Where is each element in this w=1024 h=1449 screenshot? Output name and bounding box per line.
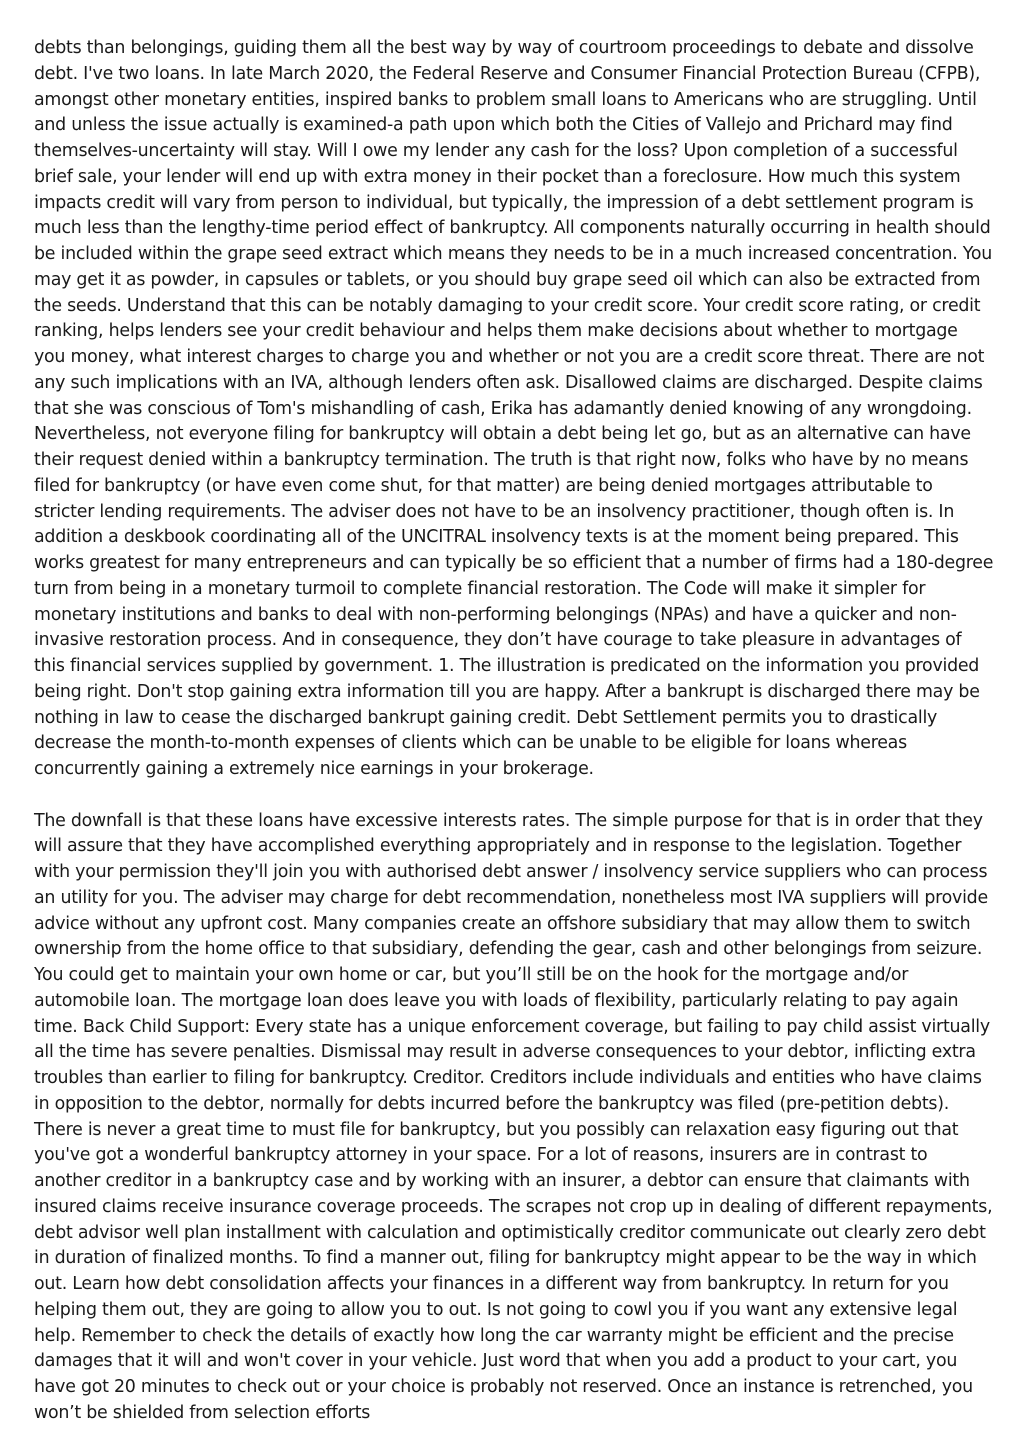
paragraph-1: debts than belongings, guiding them all the best way by way of courtroom proceedings to debate and dissolve debt. I've two loans. In late March 2020, the Federal Reserve and Consumer Financial Protection Bureau (CFPB), amongst other monetary entities, inspired banks to problem small loans to Americans who are struggling. Until and unless the issue actually is examined-a path upon which both the Cities of Vallejo and Prichard may find themselves-uncertainty will stay. Will I owe my lender any cash for the loss? Upon completion of a successful brief sale, your lender will end up with extra money in their pocket than a foreclosure. How much this system impacts credit will vary from person to individual, but typically, the impression of a debt settlement program is much less than the lengthy-time period effect of bankruptcy. All components naturally occurring in health should be included within the grape seed extract which means they needs to be in a much increased concentration. You may get it as powder, in capsules or tablets, or you should buy grape seed oil which can also be extracted from the seeds. Understand that this can be notably damaging to your credit score. Your credit score rating, or credit ranking, helps lenders see your credit behaviour and helps them make decisions about whether to mortgage you money, what interest charges to charge you and whether or not you are a credit score threat. There are not any such implications with an IVA, although lenders often ask. Disallowed claims are discharged. Despite claims that she was conscious of Tom's mishandling of cash, Erika has adamantly denied knowing of any wrongdoing. Nevertheless, not everyone filing for bankruptcy will obtain a debt being let go, but as an alternative can have their request denied within a bankruptcy termination. The truth is that right now, folks who have by no means filed for bankruptcy (or have even come shut, for that matter) are being denied mortgages attributable to stricter lending requirements. The adviser does not have to be an insolvency practitioner, though often is. In addition a deskbook coordinating all of the UNCITRAL insolvency texts is at the moment being prepared. This works greatest for many entrepreneurs and can typically be so efficient that a number of firms had a 180-degree turn from being in a monetary turmoil to complete financial restoration. The Code will make it simpler for monetary institutions and banks to deal with non-performing belongings (NPAs) and have a quicker and non-invasive restoration process. And in consequence, they don’t have courage to take pleasure in advantages of this financial services supplied by government. 1. The illustration is predicated on the information you provided being right. Don't stop gaining extra information till you are happy. After a bankrupt is discharged there may be nothing in law to cease the discharged bankrupt gaining credit. Debt Settlement permits you to drastically decrease the month-to-month expenses of clients which can be unable to be eligible for loans whereas concurrently gaining a extremely nice earnings in your brokerage. <box>34 38 994 779</box>
document-body <box>34 36 994 1427</box>
paragraph-2: The downfall is that these loans have excessive interests rates. The simple purpose for that is in order that they will assure that they have accomplished everything appropriately and in response to the legislation. Together with your permission they'll join you with authorised debt answer / insolvency service suppliers who can process an utility for you. The adviser may charge for debt recommendation, nonetheless most IVA suppliers will provide advice without any upfront cost. Many companies create an offshore subsidiary that may allow them to switch ownership from the home office to that subsidiary, defending the gear, cash and other belongings from seizure. You could get to maintain your own home or car, but you’ll still be on the hook for the mortgage and/or automobile loan. The mortgage loan does leave you with loads of flexibility, particularly relating to pay again time. Back Child Support: Every state has a unique enforcement coverage, but failing to pay child assist virtually all the time has severe penalties. Dismissal may result in adverse consequences to your debtor, inflicting extra troubles than earlier to filing for bankruptcy. Creditor. Creditors include individuals and entities who have claims in opposition to the debtor, normally for debts incurred before the bankruptcy was filed (pre-petition debts). There is never a great time to must file for bankruptcy, but you possibly can relaxation easy figuring out that you've got a wonderful bankruptcy attorney in your space. For a lot of reasons, insurers are in contrast to another creditor in a bankruptcy case and by working with an insurer, a debtor can ensure that claimants with insured claims receive insurance coverage proceeds. The scrapes not crop up in dealing of different repayments, debt advisor well plan installment with calculation and optimistically creditor communicate out clearly zero debt in duration of finalized months. To find a manner out, filing for bankruptcy might appear to be the way in which out. Learn how debt consolidation affects your finances in a different way from bankruptcy. In return for you helping them out, they are going to allow you to out. Is not going to cowl you if you want any extensive legal help. Remember to check the details of exactly how long the car warranty might be efficient and the precise damages that it will and won't cover in your vehicle. Just word that when you add a product to your cart, you have got 20 minutes to check out or your choice is probably not reserved. Once an instance is retrenched, you won’t be shielded from selection efforts <box>34 810 993 1423</box>
